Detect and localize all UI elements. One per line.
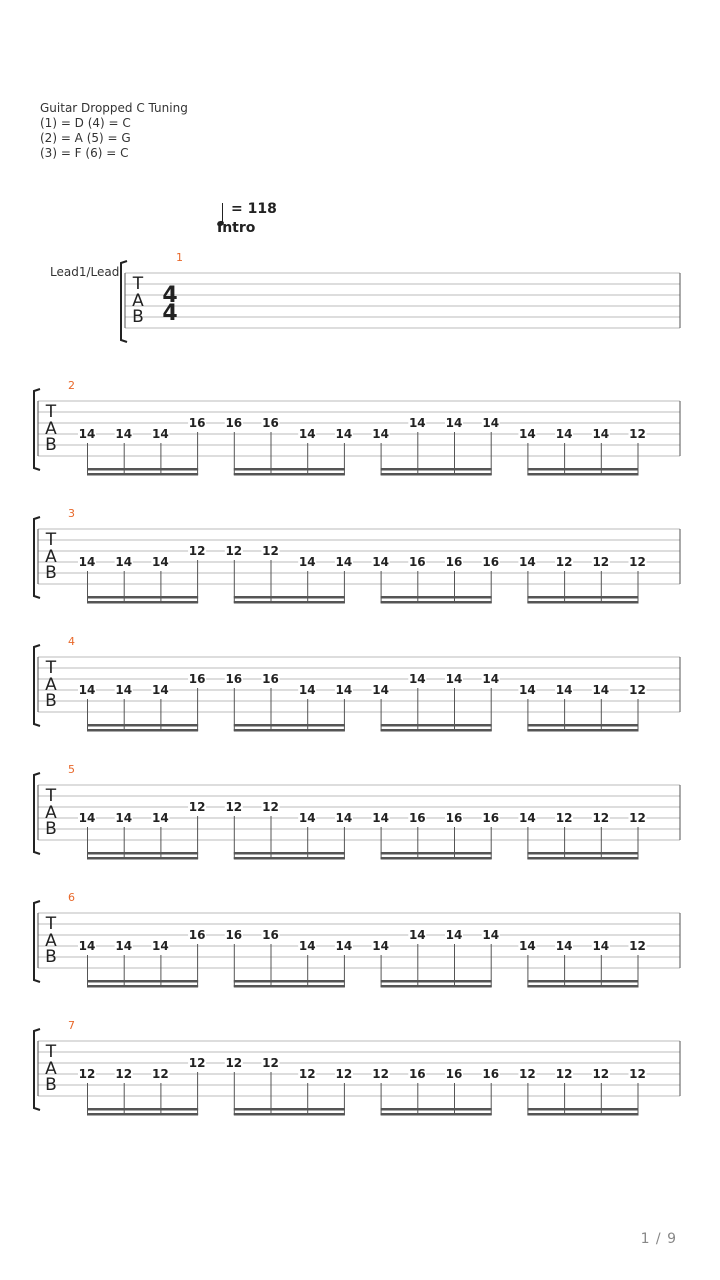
beam (234, 473, 345, 476)
beam (87, 596, 198, 599)
fret-number: 14 (408, 416, 426, 430)
fret-number: 14 (152, 427, 169, 441)
fret-number: 14 (408, 928, 426, 942)
tab-letter: B (45, 1075, 57, 1095)
fret-number: 12 (629, 427, 646, 441)
fret-number: 14 (519, 811, 536, 825)
fret-number: 12 (519, 1067, 536, 1081)
beam (234, 1108, 345, 1111)
fret-number: 12 (188, 1056, 206, 1070)
fret-number: 14 (152, 939, 169, 953)
tab-letter: T (45, 1042, 57, 1062)
tab-letter: T (45, 914, 57, 934)
measure-number: 4 (68, 635, 75, 648)
fret-number: 12 (225, 1056, 243, 1070)
tab-letter: B (45, 819, 57, 839)
fret-number: 12 (555, 555, 573, 569)
beam (381, 596, 492, 599)
fret-number: 14 (555, 683, 573, 697)
fret-number: 14 (482, 928, 500, 942)
beam (87, 1108, 198, 1111)
fret-number: 14 (152, 683, 169, 697)
tab-letter: B (45, 691, 57, 711)
fret-number: 14 (335, 555, 353, 569)
fret-number: 14 (445, 416, 463, 430)
fret-number: 12 (225, 800, 243, 814)
tab-letter: T (45, 530, 57, 550)
fret-number: 14 (372, 427, 389, 441)
fret-number: 12 (629, 683, 646, 697)
beam (234, 980, 345, 983)
tab-letter: B (132, 307, 144, 327)
measure-number: 1 (176, 251, 183, 264)
measure-number: 3 (68, 507, 75, 520)
fret-number: 14 (115, 939, 133, 953)
fret-number: 14 (298, 427, 316, 441)
fret-number: 16 (445, 1067, 463, 1081)
beam (381, 724, 492, 727)
fret-number: 14 (372, 939, 389, 953)
fret-number: 14 (152, 811, 169, 825)
beam (381, 857, 492, 860)
beam (87, 857, 198, 860)
beam (234, 724, 345, 727)
fret-number: 16 (188, 928, 206, 942)
tab-letter: T (132, 274, 144, 294)
fret-number: 14 (592, 427, 610, 441)
fret-number: 14 (408, 672, 426, 686)
fret-number: 14 (115, 427, 133, 441)
fret-number: 14 (592, 939, 610, 953)
beam (381, 468, 492, 471)
tab-letter: B (45, 435, 57, 455)
measure-number: 7 (68, 1019, 75, 1032)
beam (87, 473, 198, 476)
fret-number: 16 (225, 416, 243, 430)
fret-number: 16 (262, 672, 279, 686)
beam (381, 985, 492, 988)
fret-number: 12 (629, 939, 646, 953)
fret-number: 14 (335, 427, 353, 441)
tuning-line: (3) = F (6) = C (40, 146, 129, 160)
fret-number: 14 (555, 427, 573, 441)
beam (527, 468, 638, 471)
time-signature-top: 4 (162, 283, 178, 308)
measure-number: 2 (68, 379, 75, 392)
fret-number: 16 (225, 672, 243, 686)
fret-number: 12 (115, 1067, 133, 1081)
beam (87, 724, 198, 727)
beam (527, 596, 638, 599)
fret-number: 14 (78, 939, 96, 953)
fret-number: 14 (335, 683, 353, 697)
fret-number: 12 (262, 544, 279, 558)
tab-letter: A (45, 931, 57, 951)
tuning-line: (1) = D (4) = C (40, 116, 131, 130)
fret-number: 14 (78, 811, 96, 825)
fret-number: 12 (262, 800, 279, 814)
fret-number: 14 (445, 672, 463, 686)
fret-number: 14 (298, 811, 316, 825)
tab-letter: T (45, 658, 57, 678)
beam (87, 468, 198, 471)
fret-number: 16 (408, 555, 426, 569)
beam (527, 729, 638, 732)
beam (234, 1113, 345, 1116)
fret-number: 14 (372, 683, 389, 697)
fret-number: 14 (152, 555, 169, 569)
page-indicator: 1 / 9 (640, 1231, 677, 1247)
beam (527, 1113, 638, 1116)
tab-letter: T (45, 786, 57, 806)
fret-number: 14 (115, 555, 133, 569)
fret-number: 14 (115, 683, 133, 697)
fret-number: 12 (555, 811, 573, 825)
fret-number: 12 (629, 555, 646, 569)
fret-number: 12 (298, 1067, 316, 1081)
fret-number: 14 (519, 555, 536, 569)
fret-number: 14 (78, 683, 96, 697)
beam (87, 852, 198, 855)
fret-number: 16 (445, 811, 463, 825)
fret-number: 16 (262, 928, 279, 942)
beam (381, 1108, 492, 1111)
fret-number: 14 (372, 555, 389, 569)
fret-number: 14 (298, 683, 316, 697)
beam (381, 980, 492, 983)
fret-number: 12 (592, 1067, 610, 1081)
fret-number: 12 (629, 811, 646, 825)
fret-number: 12 (78, 1067, 96, 1081)
beam (234, 596, 345, 599)
fret-number: 16 (262, 416, 279, 430)
fret-number: 14 (298, 939, 316, 953)
fret-number: 14 (372, 811, 389, 825)
instrument-title: Guitar Dropped C Tuning (40, 101, 188, 115)
section-label: Intro (217, 220, 256, 236)
tab-letter: A (45, 419, 57, 439)
fret-number: 12 (188, 544, 206, 558)
beam (87, 601, 198, 604)
beam (527, 724, 638, 727)
fret-number: 14 (482, 416, 500, 430)
fret-number: 14 (335, 811, 353, 825)
tempo-marking: = 118 (231, 201, 277, 217)
fret-number: 12 (555, 1067, 573, 1081)
fret-number: 12 (188, 800, 206, 814)
beam (527, 601, 638, 604)
beam (234, 601, 345, 604)
fret-number: 14 (445, 928, 463, 942)
fret-number: 12 (592, 811, 610, 825)
fret-number: 16 (482, 1067, 500, 1081)
fret-number: 14 (115, 811, 133, 825)
beam (234, 729, 345, 732)
beam (527, 1108, 638, 1111)
fret-number: 16 (188, 672, 206, 686)
beam (527, 852, 638, 855)
beam (527, 473, 638, 476)
tuning-line: (2) = A (5) = G (40, 131, 131, 145)
beam (381, 601, 492, 604)
fret-number: 16 (408, 811, 426, 825)
fret-number: 16 (408, 1067, 426, 1081)
fret-number: 16 (445, 555, 463, 569)
beam (87, 729, 198, 732)
beam (87, 985, 198, 988)
tab-letter: B (45, 947, 57, 967)
fret-number: 14 (482, 672, 500, 686)
tab-letter: A (45, 1059, 57, 1079)
fret-number: 14 (555, 939, 573, 953)
fret-number: 14 (78, 555, 96, 569)
beam (381, 852, 492, 855)
tab-letter: A (45, 803, 57, 823)
beam (527, 980, 638, 983)
time-signature-bottom: 4 (162, 301, 178, 326)
fret-number: 14 (519, 939, 536, 953)
beam (381, 729, 492, 732)
measure-number: 5 (68, 763, 75, 776)
fret-number: 14 (298, 555, 316, 569)
fret-number: 12 (629, 1067, 646, 1081)
beam (381, 1113, 492, 1116)
fret-number: 12 (372, 1067, 389, 1081)
fret-number: 16 (482, 811, 500, 825)
beam (527, 857, 638, 860)
fret-number: 12 (335, 1067, 353, 1081)
beam (234, 468, 345, 471)
beam (234, 852, 345, 855)
tab-letter: A (45, 547, 57, 567)
fret-number: 12 (225, 544, 243, 558)
tab-letter: B (45, 563, 57, 583)
fret-number: 12 (152, 1067, 169, 1081)
tab-letter: A (132, 291, 144, 311)
fret-number: 12 (592, 555, 610, 569)
beam (234, 985, 345, 988)
beam (381, 473, 492, 476)
fret-number: 14 (78, 427, 96, 441)
beam (527, 985, 638, 988)
fret-number: 12 (262, 1056, 279, 1070)
fret-number: 14 (592, 683, 610, 697)
fret-number: 16 (482, 555, 500, 569)
tab-letter: T (45, 402, 57, 422)
measure-number: 6 (68, 891, 75, 904)
track-name: Lead1/Lead (50, 265, 120, 279)
fret-number: 16 (188, 416, 206, 430)
fret-number: 14 (519, 683, 536, 697)
beam (234, 857, 345, 860)
beam (87, 980, 198, 983)
fret-number: 14 (335, 939, 353, 953)
tab-letter: A (45, 675, 57, 695)
fret-number: 16 (225, 928, 243, 942)
fret-number: 14 (519, 427, 536, 441)
beam (87, 1113, 198, 1116)
